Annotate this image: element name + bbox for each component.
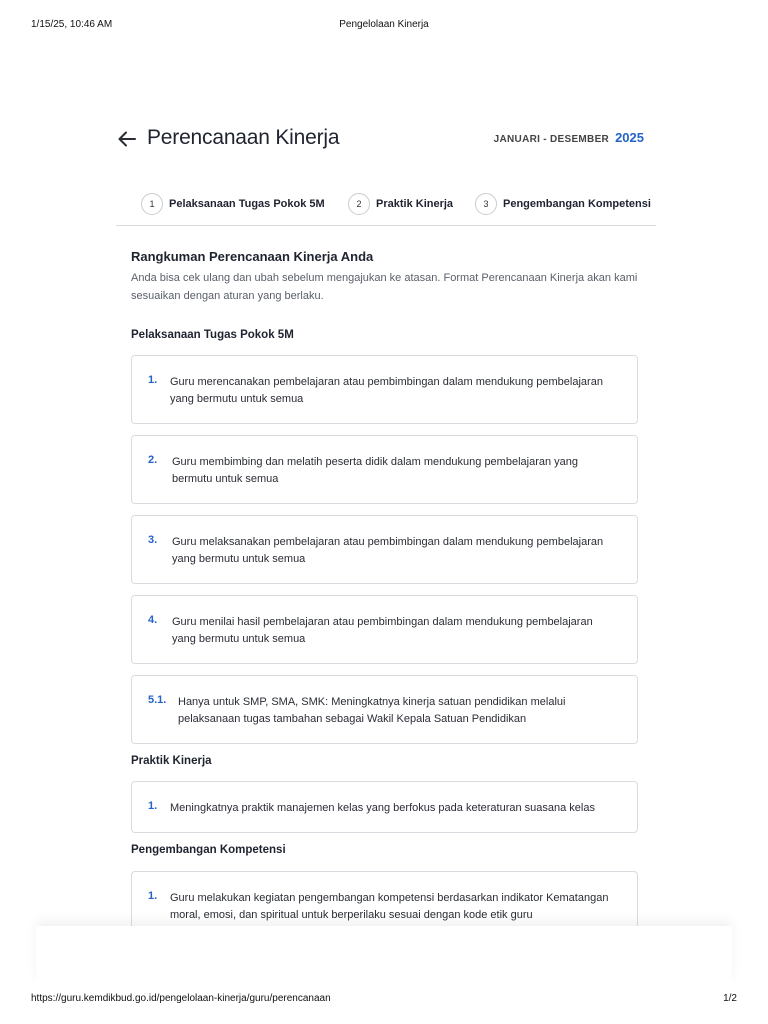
item-text: Guru merencanakan pembelajaran atau pembimbingan dalam mendukung pembelajaran yang bermutu untuk semua bbox=[170, 376, 603, 405]
step-praktik-kinerja[interactable] bbox=[348, 193, 453, 215]
period-indicator bbox=[494, 130, 644, 145]
summary-description: Anda bisa cek ulang dan ubah sebelum mengajukan ke atasan. Format Perencanaan Kinerja akan kami sesuaikan dengan aturan yang berlaku. bbox=[131, 272, 638, 302]
print-header bbox=[0, 19, 768, 33]
step-label: Praktik Kinerja bbox=[376, 198, 454, 210]
list-item-card bbox=[131, 675, 638, 744]
section-heading-pengembangan-kompetensi: Pengembangan Kompetensi bbox=[131, 844, 286, 856]
print-timestamp: 1/15/25, 10:46 AM bbox=[31, 19, 113, 30]
list-item-card bbox=[131, 355, 638, 424]
period-year: 2025 bbox=[615, 130, 644, 145]
section-heading-tugas-pokok: Pelaksanaan Tugas Pokok 5M bbox=[131, 329, 294, 341]
item-text: Guru melaksanakan pembelajaran atau pembimbingan dalam mendukung pembelajaran yang bermutu untuk semua bbox=[172, 536, 604, 565]
print-page-number: 1/2 bbox=[723, 993, 737, 1004]
item-number: 4. bbox=[148, 614, 158, 626]
list-item-card bbox=[131, 515, 638, 584]
item-number: 1. bbox=[148, 800, 158, 812]
step-label: Pengembangan Kompetensi bbox=[503, 198, 651, 210]
item-number: 5.1. bbox=[148, 694, 167, 706]
item-text: Meningkatnya praktik manajemen kelas yang berfokus pada keteraturan suasana kelas bbox=[170, 802, 595, 814]
item-text: Hanya untuk SMP, SMA, SMK: Meningkatnya kinerja satuan pendidikan melalui pelaksanaan tugas tambahan sebagai Wakil Kepala Satuan Pendidikan bbox=[178, 696, 566, 725]
step-pengembangan-kompetensi[interactable] bbox=[475, 193, 651, 215]
page-title: Perencanaan Kinerja bbox=[147, 126, 340, 149]
period-label: JANUARI - DESEMBER bbox=[493, 134, 610, 145]
step-number: 3 bbox=[475, 193, 497, 215]
step-pelaksanaan-tugas-pokok[interactable] bbox=[141, 193, 325, 215]
item-number: 1. bbox=[148, 890, 158, 902]
section-heading-praktik-kinerja: Praktik Kinerja bbox=[131, 755, 212, 767]
step-number: 2 bbox=[348, 193, 370, 215]
bottom-action-bar bbox=[36, 926, 732, 984]
page-header bbox=[116, 124, 656, 154]
arrow-left-icon[interactable] bbox=[116, 128, 138, 150]
summary-title: Rangkuman Perencanaan Kinerja Anda bbox=[131, 249, 374, 264]
item-number: 1. bbox=[148, 374, 158, 386]
stepper bbox=[116, 192, 656, 226]
print-url: https://guru.kemdikbud.go.id/pengelolaan-kinerja/guru/perencanaan bbox=[31, 993, 331, 1004]
print-title: Pengelolaan Kinerja bbox=[339, 19, 429, 30]
list-item-card bbox=[131, 435, 638, 504]
item-text: Guru membimbing dan melatih peserta didik dalam mendukung pembelajaran yang bermutu untuk semua bbox=[172, 456, 579, 485]
print-footer bbox=[0, 993, 768, 1007]
step-label: Pelaksanaan Tugas Pokok 5M bbox=[169, 198, 325, 210]
item-text: Guru menilai hasil pembelajaran atau pembimbingan dalam mendukung pembelajaran yang bermutu untuk semua bbox=[172, 616, 593, 645]
list-item-card bbox=[131, 781, 638, 833]
item-number: 2. bbox=[148, 454, 158, 466]
step-number: 1 bbox=[141, 193, 163, 215]
item-number: 3. bbox=[148, 534, 158, 546]
item-text: Guru melakukan kegiatan pengembangan kompetensi berdasarkan indikator Kematangan moral, emosi, dan spiritual untuk berperilaku sesuai dengan kode etik guru bbox=[170, 892, 609, 921]
list-item-card bbox=[131, 595, 638, 664]
